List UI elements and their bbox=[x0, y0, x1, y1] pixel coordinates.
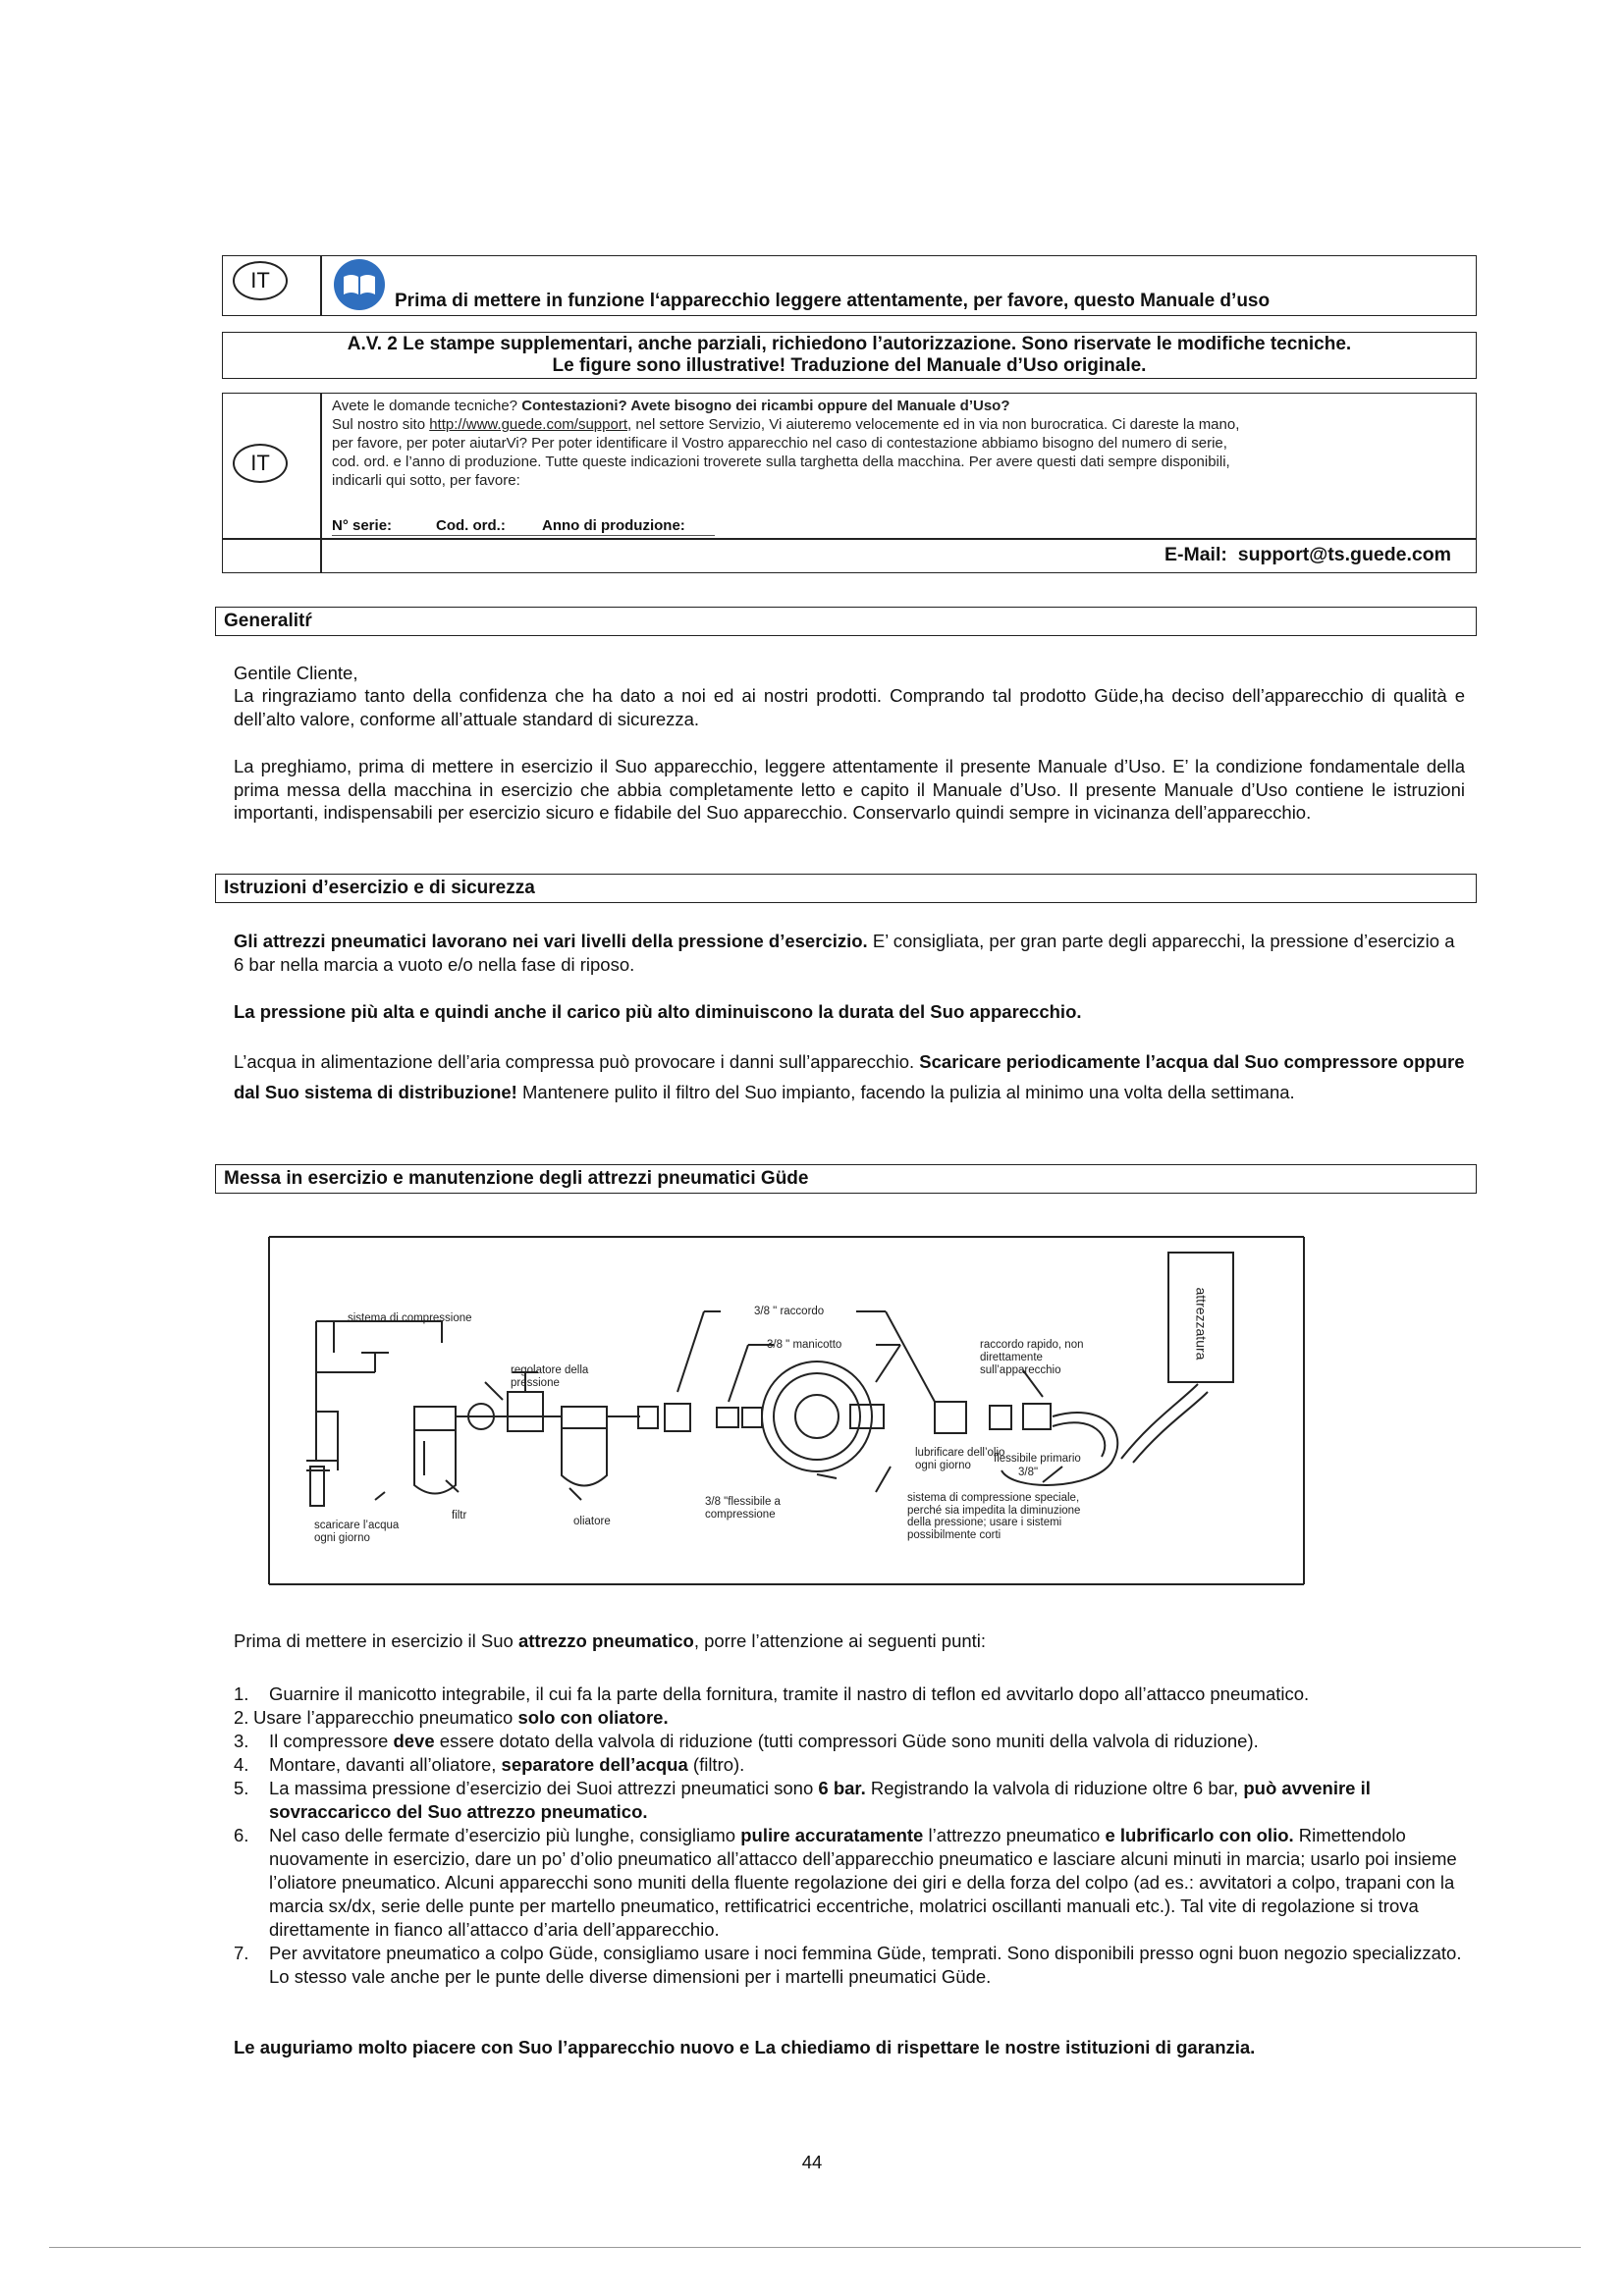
diagram-label-drain-1: scaricare l’acqua bbox=[314, 1520, 400, 1531]
support-text bbox=[332, 397, 1471, 490]
setup-intro bbox=[234, 1629, 1465, 1653]
diagram-label-quick-3: sull’apparecchio bbox=[980, 1364, 1061, 1376]
support-line3: per favore, per poter aiutarVi? Per poter identificare il Vostro apparecchio nel caso di contestazione abbiamo bisogno del numero di serie, bbox=[332, 435, 1227, 452]
greeting: Gentile Cliente, bbox=[234, 663, 358, 683]
safety-p3-bold: Scaricare periodicamente l’acqua dal Suo compressore oppure dal Suo sistema di distribuzione! bbox=[234, 1051, 1465, 1102]
diagram-label-regulator-2: pressione bbox=[511, 1377, 560, 1389]
safety-p1-bold: Gli attrezzi pneumatici lavorano nei vari livelli della pressione d’esercizio. bbox=[234, 931, 868, 951]
diagram-label-regulator-1: regolatore della bbox=[511, 1364, 589, 1376]
footer-rule bbox=[49, 2247, 1581, 2248]
section-title-general: Generalitŕ bbox=[215, 607, 1477, 636]
book-icon bbox=[332, 257, 387, 312]
diagram-label-manicotto: 3/8 " manicotto bbox=[767, 1339, 842, 1351]
step-text: Guarnire il manicotto integrabile, il cui fa la parte della fornitura, tramite il nastro di teflon ed avvitarlo dopo all’attacco pneumatico. bbox=[269, 1683, 1310, 1704]
list-item bbox=[234, 1706, 1467, 1730]
step-text: Nel caso delle fermate d’esercizio più lunghe, consigliamo bbox=[269, 1825, 741, 1845]
safety-paragraph-1 bbox=[234, 930, 1465, 977]
page-number: 44 bbox=[801, 2152, 823, 2172]
support-language-badge: IT bbox=[233, 444, 288, 483]
diagram-label-tool: attrezzatura bbox=[1193, 1287, 1210, 1361]
step-text: Usare l’apparecchio pneumatico bbox=[253, 1707, 518, 1728]
safety-p1-rest: E’ consigliata, per gran parte degli apparecchi, la pressione d’esercizio a 6 bar nella marcia a vuoto e/o nella fase di riposo. bbox=[234, 931, 1455, 975]
production-year-label: Anno di produzione: bbox=[542, 517, 685, 534]
support-line4: cod. ord. e l’anno di produzione. Tutte queste indicazioni troverete sulla targhetta della macchina. Per avere questi dati sempre disponibili, bbox=[332, 454, 1230, 470]
safety-p3-a: L’acqua in alimentazione dell’aria compressa può provocare i danni sull’apparecchio. bbox=[234, 1051, 920, 1072]
diagram-label-quick-2: direttamente bbox=[980, 1352, 1043, 1363]
setup-intro-bold: attrezzo pneumatico bbox=[517, 1630, 694, 1651]
step-number: 4. bbox=[234, 1754, 249, 1775]
step-text: Per avvitatore pneumatico a colpo Güde, consigliamo usare i noci femmina Güde, temprati. Sono disponibili presso ogni buon negozio specializzato. Lo stesso vale anche per le punte delle diverse dimensioni per i martelli pneumatici Güde. bbox=[269, 1943, 1462, 1987]
diagram-label-lubricate-2: ogni giorno bbox=[915, 1460, 971, 1471]
setup-steps bbox=[234, 1682, 1467, 1989]
diagram-label-quick-1: raccordo rapido, non bbox=[980, 1339, 1084, 1351]
header-divider bbox=[320, 255, 322, 316]
diagram-label-raccordo: 3/8 " raccordo bbox=[754, 1306, 825, 1317]
step-bold: pulire accuratamente bbox=[740, 1825, 924, 1845]
pneumatic-system-diagram bbox=[267, 1235, 1306, 1590]
step-text: Il compressore bbox=[269, 1731, 394, 1751]
diagram-label-special-2: perché sia impedita la diminuzione bbox=[907, 1505, 1081, 1517]
diagram-label-flexible-2: compressione bbox=[705, 1509, 776, 1521]
list-item bbox=[234, 1682, 1467, 1706]
language-badge: IT bbox=[233, 261, 288, 300]
list-item bbox=[234, 1777, 1467, 1824]
support-site-prefix: Sul nostro sito bbox=[332, 416, 430, 433]
diagram-label-oiler: oliatore bbox=[573, 1516, 611, 1527]
section-title-safety: Istruzioni d’esercizio e di sicurezza bbox=[215, 874, 1477, 903]
step-number: 5. bbox=[234, 1778, 249, 1798]
general-paragraph-2: La preghiamo, prima di mettere in esercizio il Suo apparecchio, leggere attentamente il presente Manuale d’Uso. E’ la condizione fondamentale della prima messa della macchina in esercizio che abbia completamente letto e capito il Manuale d’Uso. Il presente Manuale d’Uso contiene le istruzioni importanti, indispensabili per esercizio sicuro e fidabile del Suo apparecchio. Conservarlo quindi sempre in vicinanza dell’apparecchio. bbox=[234, 756, 1465, 823]
diagram-label-special-3: della pressione; usare i sistemi bbox=[907, 1517, 1062, 1528]
safety-paragraph-3 bbox=[234, 1046, 1465, 1107]
diagram-label-primary-2: 3/8" bbox=[1018, 1467, 1039, 1478]
general-paragraph-1: La ringraziamo tanto della confidenza che ha dato a noi ed ai nostri prodotti. Comprando tal prodotto Güde,ha deciso dell’apparecchio di qualità e dell’alto valore, conforme all’attuale standard di sicurezza. bbox=[234, 685, 1465, 729]
copyright-notice-line1: A.V. 2 Le stampe supplementari, anche parziali, richiedono l’autorizzazione. Sono riservate le modifiche tecniche. bbox=[347, 334, 1352, 354]
copyright-notice-line2: Le figure sono illustrative! Traduzione del Manuale d’Uso originale. bbox=[552, 355, 1147, 376]
support-site-suffix: , nel settore Servizio, Vi aiuteremo velocemente ed in via non burocratica. Ci dareste la mano, bbox=[627, 416, 1240, 433]
diagram-label-special-4: possibilmente corti bbox=[907, 1529, 1001, 1541]
step-text-b: (filtro). bbox=[687, 1754, 745, 1775]
list-item bbox=[234, 1824, 1467, 1942]
email-label: E-Mail: bbox=[1164, 544, 1227, 565]
step-text-b: essere dotato della valvola di riduzione (tutti compressori Güde sono muniti della valvola di riduzione). bbox=[434, 1731, 1259, 1751]
step-text: La massima pressione d’esercizio dei Suoi attrezzi pneumatici sono bbox=[269, 1778, 819, 1798]
diagram-label-flexible-1: 3/8 "flessibile a bbox=[705, 1496, 781, 1508]
support-row-divider bbox=[222, 538, 1477, 540]
step-bold-2: può avvenire il sovraccaricco del Suo attrezzo pneumatico. bbox=[269, 1778, 1371, 1822]
step-bold: 6 bar. bbox=[818, 1778, 866, 1798]
list-item bbox=[234, 1942, 1467, 1989]
support-question-bold: Contestazioni? Avete bisogno dei ricambi oppure del Manuale d’Uso? bbox=[521, 398, 1010, 414]
section-title-setup: Messa in esercizio e manutenzione degli attrezzi pneumatici Güde bbox=[215, 1164, 1477, 1194]
email-row bbox=[1164, 544, 1451, 566]
step-number: 1. bbox=[234, 1683, 249, 1704]
diagram-label-primary-1: flessibile primario bbox=[994, 1453, 1081, 1465]
safety-paragraph-2: La pressione più alta e quindi anche il carico più alto diminuiscono la durata del Suo apparecchio. bbox=[234, 1001, 1082, 1022]
email-address[interactable]: support@ts.guede.com bbox=[1237, 544, 1451, 565]
step-number: 6. bbox=[234, 1825, 249, 1845]
read-manual-notice: Prima di mettere in funzione l‘apparecchio leggere attentamente, per favore, questo Manuale d’uso bbox=[395, 291, 1271, 311]
step-bold-2: e lubrificarlo con olio. bbox=[1105, 1825, 1294, 1845]
step-text-c: Rimettendolo nuovamente in esercizio, dare un po’ d’olio pneumatico all’attacco dell’apparecchio pneumatico e lasciare alcuni minuti in marcia; usarlo poi insieme l’oliatore pneumatico. Alcuni apparecchi sono muniti della fluente regolazione dei giri e della forza del colpo (ad es.: avvitatori a colpo, trapani con la marcia sx/dx, serie delle punte per martello pneumatico, rettificatrici eccentriche, molatrici oscillanti manuali etc.). Tal vite di regolazione si trova direttamente in fianco all’attacco d’aria dell’apparecchio. bbox=[269, 1825, 1457, 1940]
diagram-label-lubricate-1: lubrificare dell’olio bbox=[915, 1447, 1005, 1459]
serial-number-label: N° serie: bbox=[332, 517, 393, 534]
list-item bbox=[234, 1730, 1467, 1753]
support-link[interactable]: http://www.guede.com/support bbox=[429, 416, 627, 433]
step-number: 3. bbox=[234, 1731, 249, 1751]
support-question: Avete le domande tecniche? bbox=[332, 398, 522, 414]
support-line5: indicarli qui sotto, per favore: bbox=[332, 472, 520, 489]
safety-p3-b: Mantenere pulito il filtro del Suo impianto, facendo la pulizia al minimo una volta della settimana. bbox=[516, 1082, 1295, 1102]
step-text-b: l’attrezzo pneumatico bbox=[923, 1825, 1106, 1845]
closing-statement: Le auguriamo molto piacere con Suo l’apparecchio nuovo e La chiediamo di rispettare le nostre istituzioni di garanzia. bbox=[234, 2037, 1256, 2057]
step-text: Montare, davanti all’oliatore, bbox=[269, 1754, 502, 1775]
diagram-label-special-1: sistema di compressione speciale, bbox=[907, 1492, 1080, 1504]
diagram-label-compression: sistema di compressione bbox=[348, 1312, 472, 1324]
step-bold: solo con oliatore. bbox=[517, 1707, 669, 1728]
support-divider bbox=[320, 393, 322, 573]
step-text-b: Registrando la valvola di riduzione oltre 6 bar, bbox=[865, 1778, 1244, 1798]
serial-underline bbox=[332, 535, 715, 536]
step-bold: separatore dell’acqua bbox=[501, 1754, 688, 1775]
setup-intro-b: , porre l’attenzione ai seguenti punti: bbox=[693, 1630, 987, 1651]
diagram-label-drain-2: ogni giorno bbox=[314, 1532, 370, 1544]
setup-intro-a: Prima di mettere in esercizio il Suo bbox=[234, 1630, 518, 1651]
step-number: 7. bbox=[234, 1943, 249, 1963]
order-code-label: Cod. ord.: bbox=[436, 517, 506, 534]
step-bold: deve bbox=[393, 1731, 435, 1751]
step-number: 2. bbox=[234, 1707, 249, 1728]
list-item bbox=[234, 1753, 1467, 1777]
diagram-label-filter: filtr bbox=[452, 1510, 467, 1522]
